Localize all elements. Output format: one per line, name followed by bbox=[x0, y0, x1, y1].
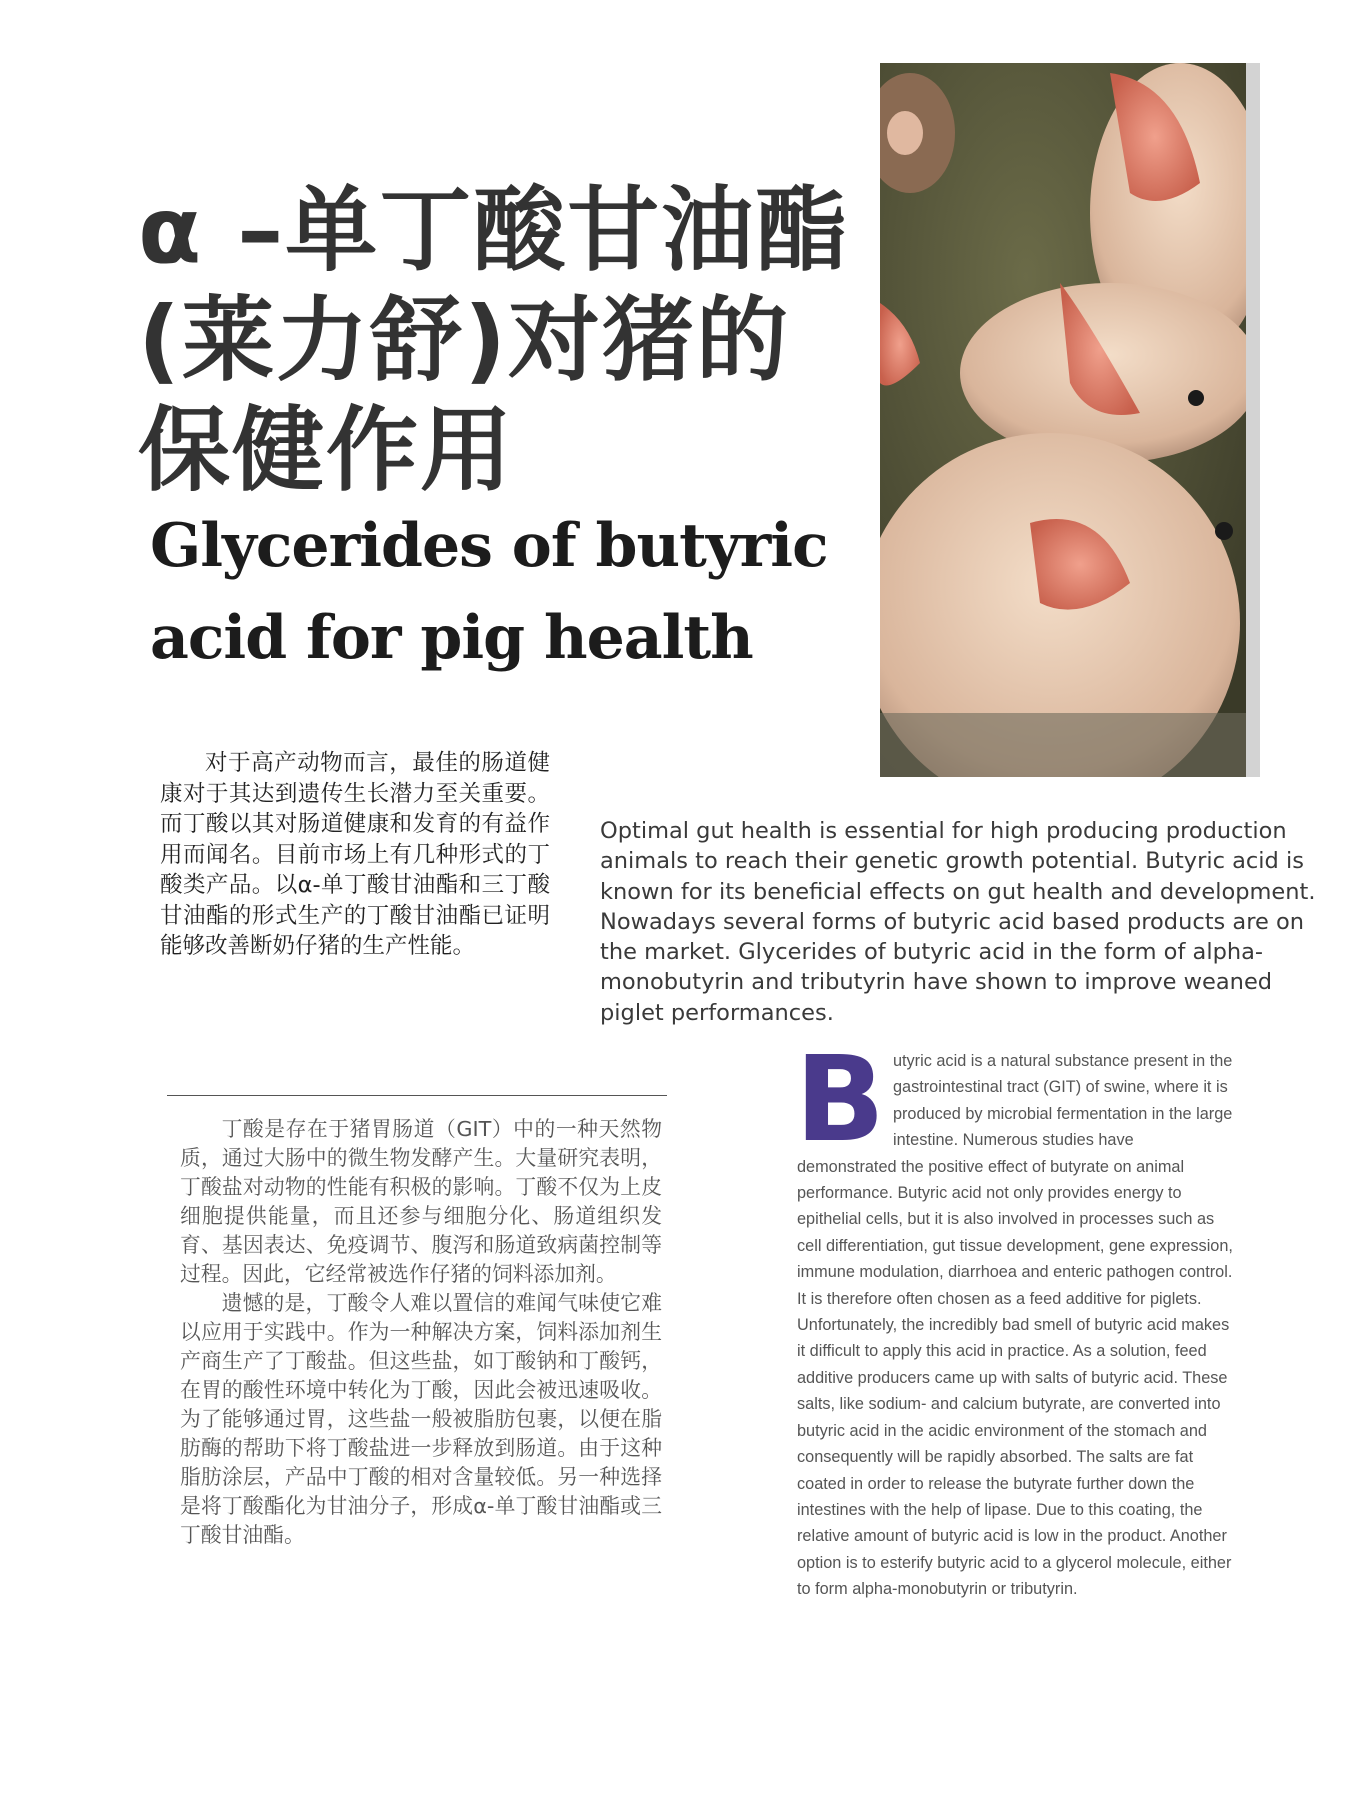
title-chinese bbox=[138, 176, 888, 506]
body-english bbox=[795, 1030, 1237, 1603]
body-english-paragraph-1 bbox=[795, 1030, 1237, 1312]
title-chinese-line-1: α –单丁酸甘油酯 bbox=[138, 177, 850, 284]
section-divider bbox=[167, 1095, 667, 1096]
photo-border bbox=[1246, 63, 1260, 777]
intro-english: Optimal gut health is essential for high producing production animals to reach their genetic growth potential. Butyric acid is known for its beneficial effects on gut health and development. Nowadays several forms of butyric acid based products are on the market. Glycerides of butyric acid in the form of alpha-monobutyrin and tributyrin have shown to improve weaned piglet performances. bbox=[600, 818, 1316, 1026]
body-chinese-paragraph-1: 丁酸是存在于猪胃肠道（GIT）中的一种天然物质，通过大肠中的微生物发酵产生。大量研究表明，丁酸盐对动物的性能有积极的影响。丁酸不仅为上皮细胞提供能量，而且还参与细胞分化、肠道组织发育、基因表达、免疫调节、腹泻和肠道致病菌控制等过程。因此，它经常被选作仔猪的饲料添加剂。 bbox=[180, 1117, 662, 1286]
body-english-paragraph-2: Unfortunately, the incredibly bad smell of butyric acid makes it difficult to apply this acid in practice. As a solution, feed additive producers came up with salts of butyric acid. These salts, like sodium- and calcium butyrate, are converted into butyric acid in the acidic environment of the stomach and consequently will be rapidly absorbed. The salts are fat coated in order to release the butyrate further down the intestines with the help of lipase. Due to this coating, the relative amount of butyric acid is low in the product. Another option is to esterify butyric acid to a glycerol molecule, either to form alpha-monobutyrin or tributyrin. bbox=[797, 1316, 1232, 1599]
title-english-line-2: acid for pig health bbox=[150, 603, 753, 673]
body-chinese bbox=[180, 1115, 662, 1550]
title-english bbox=[150, 500, 870, 684]
piglets-illustration bbox=[880, 63, 1246, 777]
title-english-line-1: Glycerides of butyric bbox=[150, 511, 828, 581]
body-chinese-paragraph-2: 遗憾的是，丁酸令人难以置信的难闻气味使它难以应用于实践中。作为一种解决方案，饲料添加剂生产商生产了丁酸盐。但这些盐，如丁酸钠和丁酸钙，在胃的酸性环境中转化为丁酸，因此会被迅速吸收。为了能够通过胃，这些盐一般被脂肪包裹，以便在脂肪酶的帮助下将丁酸盐进一步释放到肠道。由于这种脂肪涂层，产品中丁酸的相对含量较低。另一种选择是将丁酸酯化为甘油分子，形成α-单丁酸甘油酯或三丁酸甘油酯。 bbox=[180, 1291, 662, 1547]
piglets-photo bbox=[880, 63, 1246, 777]
drop-cap: B bbox=[795, 1030, 885, 1168]
title-chinese-line-3: 保健作用 bbox=[138, 397, 515, 504]
body-english-paragraph-1-text: utyric acid is a natural substance present in the gastrointestinal tract (GIT) of swine, where it is produced by microbial fermentation in the large intestine. Numerous studies have demonstrated the positive effect of butyrate on animal performance. Butyric acid not only provides energy to epithelial cells, but it is also involved in processes such as cell differentiation, gut tissue development, gene expression, immune modulation, diarrhoea and enteric pathogen control. It is therefore often chosen as a feed additive for piglets. bbox=[797, 1052, 1233, 1308]
intro-chinese: 对于高产动物而言，最佳的肠道健康对于其达到遗传生长潜力至关重要。而丁酸以其对肠道健康和发育的有益作用而闻名。目前市场上有几种形式的丁酸类产品。以α-单丁酸甘油酯和三丁酸甘油酯的形式生产的丁酸甘油酯已证明能够改善断奶仔猪的生产性能。 bbox=[160, 750, 550, 959]
title-chinese-line-2: (莱力舒)对猪的 bbox=[138, 287, 791, 394]
